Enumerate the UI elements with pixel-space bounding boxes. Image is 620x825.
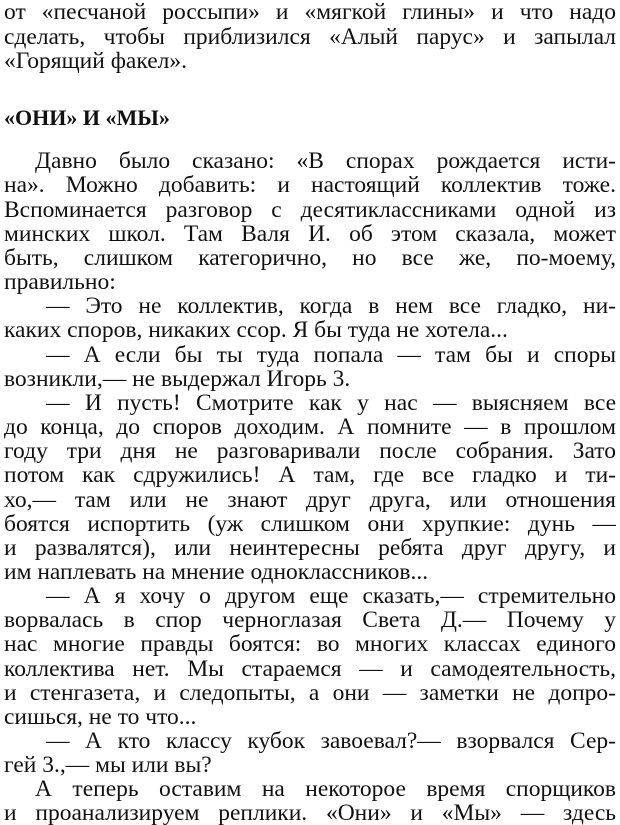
dialogue-line: — А я хочу о другом еще сказать,— стремительно <box>46 583 616 609</box>
text-line: им наплевать на мнение одноклассников... <box>4 559 429 585</box>
text-line: году три дня не разговаривали после собрания. Зато <box>4 438 616 464</box>
text-line: ворвалась в спор черноглазая Света Д.— Почему у <box>4 607 616 633</box>
dialogue-line: — Это не коллектив, когда в нем все гладко, ни- <box>46 293 616 319</box>
text-line: до конца, до споров доходим. А помните — в прошлом <box>4 414 616 440</box>
section-heading: «ОНИ» И «МЫ» <box>4 105 170 130</box>
text-line: на». Можно добавить: и настоящий коллектив тоже. <box>4 172 616 198</box>
text-line: возникли,— не выдержал Игорь 3. <box>4 366 351 392</box>
text-line: правильно: <box>4 269 116 295</box>
text-line: потом как сдружились! А там, где все гладко и ти- <box>4 462 616 488</box>
text-line: быть, слишком категорично, но все же, по-моему, <box>4 245 616 271</box>
text-line: Вспоминается разговор с десятиклассниками одной из <box>4 197 616 223</box>
text-line: боятся испортить (уж слишком они хрупкие: дунь — <box>4 511 616 537</box>
text-line: и проанализируем реплики. «Они» и «Мы» — здесь <box>4 800 616 825</box>
text-line: сделать, чтобы приблизился «Алый парус» и запылал <box>4 24 616 50</box>
text-line: «Горящий факел». <box>4 48 187 74</box>
text-line: и развалятся), или неинтересны ребята друг другу, и <box>4 535 616 561</box>
text-line: гей 3.,— мы или вы? <box>4 752 212 778</box>
paragraph-first-line: А теперь оставим на некоторое время спорщиков <box>35 776 616 802</box>
dialogue-line: — А кто классу кубок завоевал?— взорвался Сер- <box>46 728 616 754</box>
text-line: сишься, не то что... <box>4 704 197 730</box>
text-line: каких споров, никаких ссор. Я бы туда не хотела... <box>4 317 508 343</box>
text-line: от «песчаной россыпи» и «мягкой глины» и что надо <box>4 0 616 25</box>
text-line: нас многие правды боятся: во многих классах единого <box>4 631 616 657</box>
text-line: и стенгазета, и следопыты, а они — заметки не допро- <box>4 680 616 706</box>
book-page <box>4 0 616 825</box>
paragraph-first-line: Давно было сказано: «В спорах рождается исти- <box>35 148 616 174</box>
dialogue-line: — А если бы ты туда попала — там бы и споры <box>46 342 616 368</box>
text-line: коллектива нет. Мы стараемся — и самодеятельность, <box>4 656 616 682</box>
text-line: минских школ. Там Валя И. об этом сказала, может <box>4 221 616 247</box>
dialogue-line: — И пусть! Смотрите как у нас — выясняем все <box>46 390 616 416</box>
text-line: хо,— там или не знают друг друга, или отношения <box>4 487 616 513</box>
